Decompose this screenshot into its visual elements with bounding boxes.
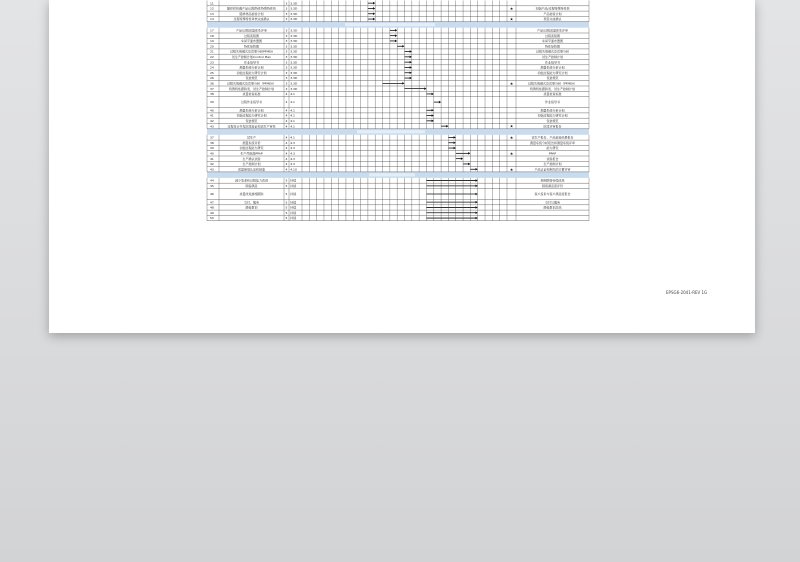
row-deliverable: 作业指导书 <box>544 60 561 65</box>
row-task: 生产件批准PPAP <box>240 151 263 156</box>
row-phase: 5 <box>285 210 288 215</box>
row-task: 测量系统分析计划 <box>239 65 264 70</box>
row-number: 47 <box>210 200 214 205</box>
row-ref: 3.3D <box>290 81 298 86</box>
row-ref: 3.3D <box>290 17 298 22</box>
row-number: 36 <box>210 81 214 86</box>
row-task: 质量检查标准 <box>242 92 261 97</box>
gantt-arrow-head <box>373 2 375 5</box>
row-deliverable: 初始过程能力研究计划 <box>537 70 568 75</box>
row-number: 40 <box>210 151 214 156</box>
row-ref: 3.3D <box>290 11 298 16</box>
gantt-arrow-head <box>454 141 456 144</box>
row-phase: 3 <box>285 6 288 11</box>
row-ref: 4.1 <box>290 108 295 113</box>
gantt-arrow-head <box>410 61 412 64</box>
milestone-star: ★ <box>509 123 514 129</box>
milestone-star: ★ <box>509 5 514 11</box>
milestone-star: ★ <box>509 150 514 156</box>
row-phase: 4 <box>285 156 288 161</box>
gantt-arrow-head <box>373 12 375 15</box>
row-deliverable: 控制图等持续改进 <box>540 178 565 183</box>
row-ref: 4.3 <box>290 156 295 161</box>
row-number: 41 <box>210 156 214 161</box>
row-phase: 3 <box>285 81 288 86</box>
row-phase: 3 <box>285 76 288 81</box>
row-ref: 3.3D <box>290 39 298 44</box>
row-phase: 4 <box>285 124 288 129</box>
row-task: 特殊特性跟踪表、试生产控制计划 <box>228 86 275 91</box>
gantt-arrow-head <box>432 109 434 112</box>
milestone-star: ★ <box>509 80 514 86</box>
row-number: 40 <box>210 108 214 113</box>
row-phase: 5 <box>285 200 288 205</box>
row-number: 22 <box>210 54 214 59</box>
row-ref: 持续 <box>290 200 297 205</box>
row-number: 43 <box>210 167 214 172</box>
gantt-arrow-head <box>402 45 404 48</box>
row-number: 37 <box>210 135 214 140</box>
row-task: 试生产 <box>246 135 257 140</box>
row-number: 50 <box>210 216 214 221</box>
row-task: 质量策划认定和批准 <box>237 167 266 172</box>
section-band-title <box>357 130 425 133</box>
row-number: 41 <box>210 113 214 118</box>
row-deliverable: 测量系统分析计划 <box>540 65 565 70</box>
row-number: 48 <box>210 205 214 210</box>
row-deliverable: 测量系统分析报告和测量系统评审 <box>529 140 576 145</box>
row-task: 过程失效模式及后果分析PFMEA <box>229 49 274 54</box>
row-phase: 4 <box>285 146 288 151</box>
row-phase: 4 <box>285 162 288 167</box>
row-task: 过程流程图 <box>243 33 260 38</box>
row-phase: 5 <box>285 178 288 183</box>
row-task: 初始过程能力研究 <box>239 146 264 151</box>
row-phase: 3 <box>285 28 288 33</box>
gantt-arrow-head <box>395 29 397 32</box>
row-task: 产品/过程质量体系评审 <box>235 28 268 33</box>
gantt-arrow-head <box>432 93 434 96</box>
row-task: 交付、服务 <box>243 200 260 205</box>
row-phase: 5 <box>285 205 288 210</box>
row-phase: 3 <box>285 44 288 49</box>
gantt-arrow-head <box>476 211 478 214</box>
gantt-arrow-head <box>410 56 412 59</box>
row-deliverable: 客户投诉与客户满意度报告 <box>534 192 571 197</box>
row-ref: 3.3D <box>290 44 298 49</box>
row-ref: 4.3 <box>290 140 295 145</box>
row-ref: 持续 <box>290 178 297 183</box>
row-phase: 3 <box>285 49 288 54</box>
gantt-arrow-head <box>432 120 434 123</box>
row-phase: 4 <box>285 92 288 97</box>
row-task: 车间平面布置图 <box>240 39 263 44</box>
row-task: 测量系统分析计划 <box>239 108 264 113</box>
row-ref: 持续 <box>290 205 297 210</box>
row-task: 经验教训 <box>245 205 258 210</box>
row-ref: 持续 <box>290 210 297 215</box>
gantt-arrow-head <box>454 147 456 150</box>
row-task: 随样样核确产品/过程特性特殊特性核 <box>226 6 277 11</box>
row-number: 44 <box>210 178 214 183</box>
gantt-arrow-head <box>446 125 448 128</box>
row-number: 38 <box>210 140 214 145</box>
gantt-arrow-head <box>476 193 478 196</box>
row-ref: 3.3D <box>290 6 298 11</box>
row-task: 顾客满意 <box>245 183 258 188</box>
row-phase: 3 <box>285 1 288 6</box>
milestone-star: ★ <box>509 16 514 22</box>
row-deliverable: 车间平面布置图 <box>541 39 564 44</box>
row-task: 测量系统评价 <box>242 140 261 145</box>
row-phase: 3 <box>285 11 288 16</box>
row-ref: 3.3D <box>290 60 298 65</box>
row-ref: 4.1 <box>290 118 295 123</box>
row-deliverable: 试生产控制计划 <box>541 54 564 59</box>
row-deliverable: PPAP <box>548 151 557 156</box>
row-number: 46 <box>210 192 214 197</box>
row-number: 39 <box>210 146 214 151</box>
row-phase: 4 <box>285 140 288 145</box>
row-ref: 3.3D <box>290 28 298 33</box>
row-task: 过程作业指导书 <box>240 100 263 105</box>
section-band-title <box>369 173 415 176</box>
row-ref: 4.3 <box>290 146 295 151</box>
row-number: 37 <box>210 86 214 91</box>
gantt-arrow-head <box>476 217 478 220</box>
gantt-arrow-head <box>468 163 470 166</box>
gantt-arrow-head <box>410 77 412 80</box>
gantt-arrow-head <box>454 136 456 139</box>
row-phase: 4 <box>285 135 288 140</box>
milestone-star: ★ <box>509 166 514 172</box>
row-deliverable: 试验报告 <box>546 156 559 161</box>
row-ref: 4.3 <box>290 162 295 167</box>
row-number: 26 <box>210 76 214 81</box>
row-number: 11 <box>210 1 214 6</box>
row-deliverable: 初始过程能力研究计划 <box>537 113 568 118</box>
row-phase: 3 <box>285 65 288 70</box>
row-number: 25 <box>210 70 214 75</box>
gantt-arrow-head <box>476 179 478 182</box>
row-phase: 3 <box>285 54 288 59</box>
row-number: 42 <box>210 118 214 123</box>
row-number: 43 <box>210 124 214 129</box>
row-deliverable: 顾客满意度评价 <box>541 183 564 188</box>
row-deliverable: 能力研究 <box>546 146 559 151</box>
row-number: 45 <box>210 183 214 188</box>
gantt-arrow-head <box>476 185 478 188</box>
row-number: 18 <box>210 33 214 38</box>
row-ref: 3.3D <box>290 1 298 6</box>
row-deliverable: 质量检查标准 <box>543 92 562 97</box>
row-deliverable: 试生产报告、产品检验结果报告 <box>531 135 574 140</box>
row-task: 质量改进措施跟踪 <box>239 192 264 197</box>
row-number: 42 <box>210 162 214 167</box>
row-phase: 3 <box>285 39 288 44</box>
row-phase: 4 <box>285 108 288 113</box>
row-task: 过程设计开发阶段验证和试生产审核 <box>227 124 276 129</box>
row-task: 初始过程能力研究计划 <box>236 70 267 75</box>
row-ref: 4.1 <box>290 124 295 129</box>
row-task: 包装规范 <box>245 76 258 81</box>
row-task: 生产确认试验 <box>242 156 261 161</box>
gantt-arrow-head <box>476 206 478 209</box>
row-number: 39 <box>210 100 214 105</box>
row-ref: 3.3D <box>290 54 298 59</box>
row-phase: 4 <box>285 151 288 156</box>
row-task: 包装规范 <box>245 118 258 123</box>
row-ref: 持续 <box>290 192 297 197</box>
row-ref: 4.10 <box>290 167 297 172</box>
row-deliverable: 生产控制计划 <box>543 162 562 167</box>
row-number: 38 <box>210 92 214 97</box>
row-number: 19 <box>210 39 214 44</box>
gantt-arrow-head <box>461 157 463 160</box>
row-number: 12 <box>210 6 214 11</box>
row-phase: 4 <box>285 113 288 118</box>
row-deliverable: 交付与服务 <box>544 200 561 205</box>
row-phase: 5 <box>285 183 288 188</box>
gantt-arrow-head <box>410 50 412 53</box>
row-task: 特性矩阵图 <box>243 44 260 49</box>
gantt-arrow-head <box>402 82 404 85</box>
row-ref: 4.1 <box>290 100 295 105</box>
row-task: 随样样品检验计划 <box>239 11 264 16</box>
row-task: 过程失效模式及后果分析（PFMEA） <box>226 81 277 86</box>
row-deliverable: 初始产品/过程特殊特性核 <box>535 6 570 11</box>
row-phase: 5 <box>285 192 288 197</box>
gantt-arrow-head <box>468 152 470 155</box>
row-phase: 3 <box>285 17 288 22</box>
row-ref: 3.3D <box>290 33 298 38</box>
row-deliverable: 产品认证和相关的主要评审 <box>534 167 571 172</box>
row-task: 初始过程能力研究计划 <box>236 113 267 118</box>
row-deliverable: 测量系统分析计划 <box>540 108 565 113</box>
gantt-arrow-head <box>476 201 478 204</box>
row-deliverable: 过程失效模式及后果分析 <box>535 49 570 54</box>
gantt-arrow-head <box>410 71 412 74</box>
gantt-arrow-head <box>432 114 434 117</box>
row-phase: 3 <box>285 70 288 75</box>
row-deliverable: 包装规范 <box>546 76 559 81</box>
row-ref: 4.1 <box>290 92 295 97</box>
row-number: 49 <box>210 210 214 215</box>
row-ref: 持续 <box>290 183 297 188</box>
row-deliverable: 作业指导书 <box>544 100 561 105</box>
gantt-arrow-head <box>410 66 412 69</box>
gantt-arrow-head <box>424 87 426 90</box>
row-deliverable: 过程流程图 <box>544 33 561 38</box>
row-deliverable: 产品检验计划 <box>543 11 562 16</box>
row-task: 作业指导书 <box>243 60 260 65</box>
row-number: 13 <box>210 11 214 16</box>
row-phase: 5 <box>285 216 288 221</box>
gantt-arrow-head <box>395 34 397 37</box>
row-number: 14 <box>210 17 214 22</box>
row-phase: 4 <box>285 100 288 105</box>
gantt-arrow-head <box>373 7 375 10</box>
row-deliverable: 产品/过程质量体系评审 <box>536 28 569 33</box>
row-ref: 4.1 <box>290 113 295 118</box>
gantt-arrow-head <box>395 40 397 43</box>
row-ref: 3.3D <box>290 70 298 75</box>
row-number: 21 <box>210 49 214 54</box>
row-task: 过程特殊特性审核完成确认 <box>233 17 270 22</box>
row-phase: 3 <box>285 60 288 65</box>
row-ref: 3.3D <box>290 76 298 81</box>
row-phase: 4 <box>285 118 288 123</box>
row-number: 17 <box>210 28 214 33</box>
row-task: 生产控制计划 <box>242 162 261 167</box>
gantt-arrow-head <box>476 168 478 171</box>
row-deliverable: 包装规范 <box>546 118 559 123</box>
row-ref: 4.1 <box>290 135 295 140</box>
row-deliverable: 过程失效模式及后果分析（PFMEA） <box>527 81 578 86</box>
row-ref: 4.3 <box>290 151 295 156</box>
document-code: EPSG6-2041-REV 1G <box>666 290 708 295</box>
row-deliverable: 阶段评审报告 <box>543 124 562 129</box>
row-task: 减少变差和过程能力改进 <box>234 178 269 183</box>
section-band-title <box>345 23 435 26</box>
row-phase: 3 <box>285 86 288 91</box>
gantt-arrow-head <box>439 101 441 104</box>
milestone-star: ★ <box>509 134 514 140</box>
row-ref: 3.3D <box>290 65 298 70</box>
row-task: 试生产控制计划Control Plan <box>231 54 272 59</box>
row-number: 20 <box>210 44 214 49</box>
row-deliverable: 经验教训总结 <box>543 205 562 210</box>
row-deliverable: 特性矩阵图 <box>544 44 561 49</box>
row-deliverable: 项目完成确认 <box>543 17 562 22</box>
row-ref: 3.3D <box>290 49 298 54</box>
row-ref: 持续 <box>290 216 297 221</box>
row-ref: 3.3D <box>290 86 298 91</box>
gantt-arrow-head <box>373 18 375 21</box>
row-phase: 4 <box>285 167 288 172</box>
row-number: 23 <box>210 60 214 65</box>
row-deliverable: 特殊特性跟踪表、试生产控制计划 <box>529 86 576 91</box>
row-phase: 3 <box>285 33 288 38</box>
row-number: 24 <box>210 65 214 70</box>
